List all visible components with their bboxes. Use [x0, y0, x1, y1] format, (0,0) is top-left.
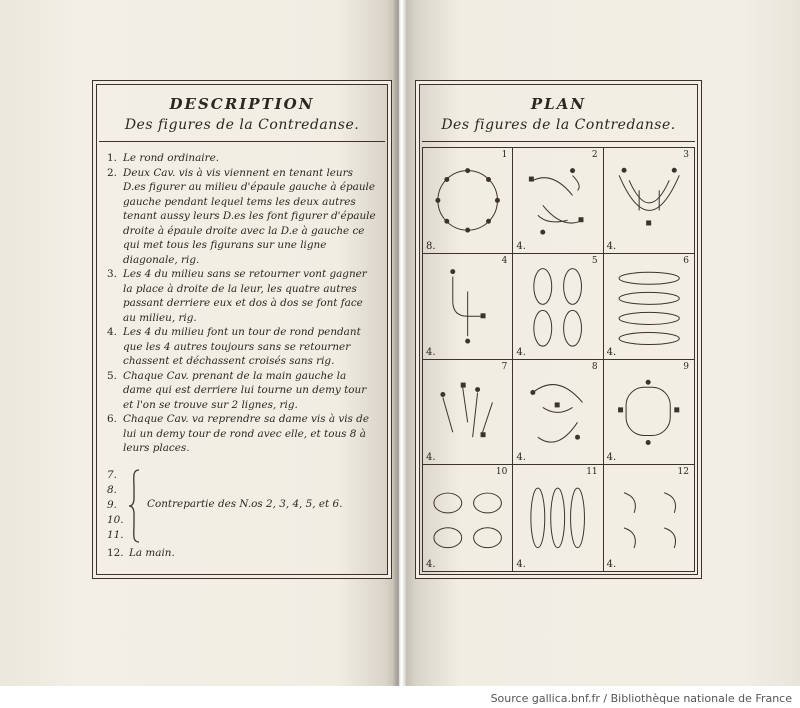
list-item — [107, 546, 377, 561]
figure-cell-4 — [423, 254, 513, 360]
list-item — [107, 166, 377, 268]
list-item — [107, 151, 377, 166]
figure-number: 6 — [683, 255, 689, 266]
bracket-number: 7. — [107, 468, 117, 481]
bracket-number: 10. — [107, 513, 124, 526]
figure-count: 8. — [426, 240, 436, 252]
figure-count: 4. — [516, 346, 526, 358]
bracket-number: 9. — [107, 498, 117, 511]
figure-cell-3 — [604, 148, 694, 254]
item-text: Chaque Cav. prenant de la main gauche la dame qui est derriere lui tourne un demy tour et l'on se trouve sur 2 lignes, rig. — [123, 369, 367, 411]
list-item — [107, 412, 377, 456]
bracket-group — [107, 468, 377, 544]
figure-count: 4. — [426, 559, 436, 570]
figure-cell-2 — [513, 148, 603, 254]
item-text: Deux Cav. vis à vis viennent en tenant leurs D.es figurer au milieu d'épaule gauche à épaule gauche pendant lequel tems les deux autres tenant aussy leurs D.es les font figurer d'épaule droite à épaule droite avec la D.e à gauche ce qui met tous les figurans sur une ligne diagonale, rig. — [123, 166, 376, 266]
figure-number: 12 — [677, 467, 689, 478]
plan-subtitle: Des figures de la Contredanse. — [441, 117, 676, 133]
figure-cell-10 — [423, 465, 513, 571]
item-number: 3. — [107, 268, 117, 280]
item-number: 2. — [107, 166, 117, 179]
description-title: DESCRIPTION — [169, 95, 315, 113]
figure-count: 4. — [606, 346, 617, 358]
path-diagram-icon — [423, 254, 512, 359]
figure-cell-11 — [513, 465, 603, 571]
item-text: La main. — [129, 546, 175, 559]
figure-cell-7 — [423, 360, 513, 466]
path-diagram-icon — [604, 148, 694, 253]
bracket-text: Contrepartie des N.os 2, 3, 4, 5, et 6. — [147, 497, 343, 510]
figure-number: 10 — [495, 467, 508, 478]
description-subtitle: Des figures de la Contredanse. — [124, 117, 360, 133]
header-rule — [99, 141, 385, 142]
item-text: Le rond ordinaire. — [123, 152, 220, 164]
bracket-number: 8. — [107, 483, 117, 496]
item-text: Les 4 du milieu sans se retourner vont gagner la place à droite de la leur, les quatre autres passant derriere eux et dos à dos se font face au milieu, rig. — [123, 268, 367, 324]
path-diagram-icon — [604, 465, 694, 571]
figure-count: 4. — [606, 240, 617, 252]
figure-count: 4. — [516, 240, 526, 252]
figure-count: 4. — [606, 559, 617, 570]
item-text: Chaque Cav. va reprendre sa dame vis à vis de lui un demy tour de rond avec elle, et tous 8 à leurs places. — [123, 413, 369, 454]
item-number: 5. — [107, 369, 117, 382]
description-frame — [92, 80, 392, 579]
circle-diagram-icon — [423, 148, 512, 253]
figure-grid — [422, 147, 695, 572]
figure-number: 2 — [591, 150, 598, 160]
figure-number: 1 — [501, 150, 508, 160]
plan-frame — [415, 80, 702, 579]
left-page — [0, 0, 398, 686]
loop-diagram-icon — [423, 465, 512, 571]
plan-title: PLAN — [530, 95, 587, 113]
figure-cell-9 — [604, 360, 694, 466]
figure-count: 4. — [606, 452, 617, 464]
loop-diagram-icon — [513, 465, 602, 571]
figure-number: 5 — [591, 255, 598, 266]
source-credit: Source gallica.bnf.fr / Bibliothèque nationale de France — [490, 692, 792, 705]
path-diagram-icon — [513, 360, 602, 465]
figure-count: 4. — [516, 452, 526, 464]
list-item — [107, 267, 377, 325]
path-diagram-icon — [423, 360, 512, 465]
right-page — [400, 0, 800, 686]
path-diagram-icon — [513, 148, 602, 253]
figure-number: 4 — [501, 255, 508, 266]
figure-number: 11 — [586, 467, 598, 478]
list-item — [107, 325, 377, 369]
figure-cell-1 — [423, 148, 513, 254]
description-list — [107, 151, 377, 560]
loop-diagram-icon — [604, 360, 694, 465]
book-gutter — [392, 0, 406, 686]
item-number: 1. — [107, 152, 117, 164]
figure-cell-8 — [513, 360, 603, 466]
header-rule — [422, 141, 695, 142]
figure-count: 4. — [516, 559, 526, 570]
curly-brace — [127, 468, 141, 544]
figure-number: 8 — [591, 361, 598, 372]
loop-diagram-icon — [604, 254, 694, 359]
item-text: Les 4 du milieu font un tour de rond pendant que les 4 autres toujours sans se retourner chassent et déchassent croisés sans rig. — [123, 326, 361, 367]
loop-diagram-icon — [513, 254, 602, 359]
figure-number: 9 — [683, 361, 689, 372]
figure-number: 3 — [683, 150, 689, 160]
item-number: 4. — [107, 326, 117, 338]
figure-cell-6 — [604, 254, 694, 360]
bracket-number: 11. — [107, 528, 124, 541]
item-number: 6. — [107, 413, 117, 425]
item-number: 12. — [107, 546, 124, 559]
figure-count: 4. — [426, 452, 436, 464]
figure-cell-12 — [604, 465, 694, 571]
figure-count: 4. — [426, 346, 436, 358]
figure-cell-5 — [513, 254, 603, 360]
list-item — [107, 369, 377, 413]
figure-number: 7 — [501, 361, 508, 372]
